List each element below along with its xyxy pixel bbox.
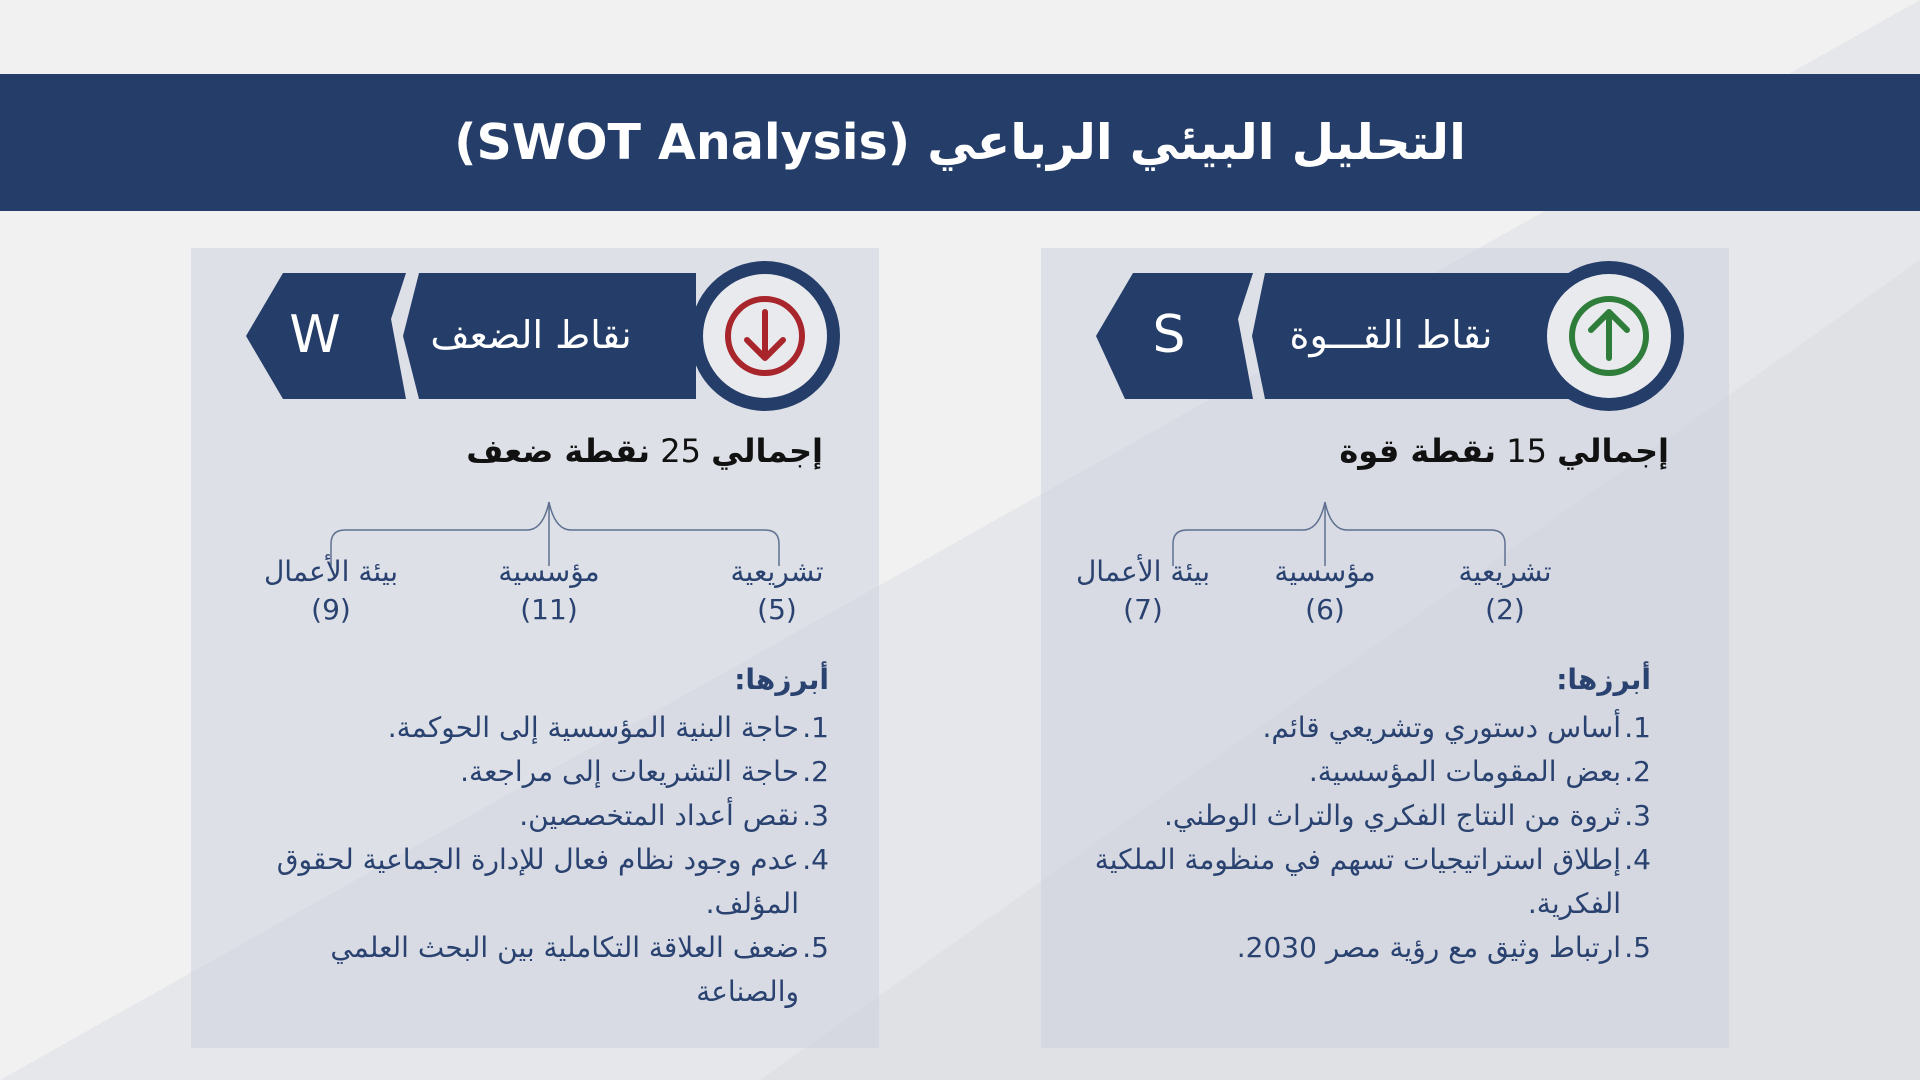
category-name: بيئة الأعمال bbox=[1075, 555, 1211, 588]
strength-highlights bbox=[1091, 658, 1651, 970]
highlights-title: أبرزها: bbox=[734, 663, 829, 696]
category-legislative bbox=[1405, 553, 1605, 629]
strengths-badge bbox=[1041, 248, 1729, 418]
list-item: 5. ضعف العلاقة التكاملية بين البحث العلمي والصناعة bbox=[330, 931, 829, 1008]
page-title: التحليل البيئي الرباعي (SWOT Analysis) bbox=[454, 114, 1466, 171]
list-item: 1. أساس دستوري وتشريعي قائم. bbox=[1262, 711, 1651, 744]
list-item: 5. ارتباط وثيق مع رؤية مصر 2030. bbox=[1236, 931, 1651, 964]
list-item: 1. حاجة البنية المؤسسية إلى الحوكمة. bbox=[387, 711, 829, 744]
category-count: (11) bbox=[520, 593, 578, 626]
category-count: (6) bbox=[1305, 593, 1345, 626]
category-count: (5) bbox=[757, 593, 797, 626]
total-prefix: إجمالي bbox=[711, 432, 823, 470]
weakness-label: نقاط الضعف bbox=[430, 313, 632, 357]
category-name: مؤسسية bbox=[1274, 555, 1376, 588]
total-prefix: إجمالي bbox=[1557, 432, 1669, 470]
category-name: تشريعية bbox=[730, 555, 824, 588]
category-name: بيئة الأعمال bbox=[263, 555, 399, 588]
strengths-panel bbox=[1041, 248, 1729, 1048]
list-item: 4. عدم وجود نظام فعال للإدارة الجماعية لحقوق المؤلف. bbox=[276, 843, 829, 920]
highlights-list bbox=[249, 706, 829, 1014]
highlights-title: أبرزها: bbox=[1556, 663, 1651, 696]
category-institutional bbox=[449, 553, 649, 629]
category-legislative bbox=[677, 553, 877, 629]
highlights-list bbox=[1091, 706, 1651, 970]
list-item: 3. نقص أعداد المتخصصين. bbox=[519, 799, 829, 832]
weaknesses-badge bbox=[191, 248, 879, 418]
weakness-highlights bbox=[249, 658, 829, 1014]
list-item: 2. حاجة التشريعات إلى مراجعة. bbox=[460, 755, 829, 788]
weakness-letter: W bbox=[289, 305, 341, 365]
category-name: تشريعية bbox=[1458, 555, 1552, 588]
category-name: مؤسسية bbox=[498, 555, 600, 588]
category-count: (7) bbox=[1123, 593, 1163, 626]
category-count: (9) bbox=[311, 593, 351, 626]
list-item: 3. ثروة من النتاج الفكري والتراث الوطني. bbox=[1164, 799, 1651, 832]
strength-total bbox=[1339, 428, 1669, 474]
strength-label: نقاط القـــوة bbox=[1289, 313, 1493, 357]
category-count: (2) bbox=[1485, 593, 1525, 626]
title-banner bbox=[0, 74, 1920, 211]
strength-letter: S bbox=[1152, 305, 1186, 365]
list-item: 4. إطلاق استراتيجيات تسهم في منظومة الملكية الفكرية. bbox=[1094, 843, 1651, 920]
category-business-environment bbox=[221, 553, 441, 629]
weaknesses-panel bbox=[191, 248, 879, 1048]
category-institutional bbox=[1225, 553, 1425, 629]
weakness-total bbox=[466, 428, 823, 474]
total-value: 25 bbox=[660, 432, 701, 470]
total-suffix: نقطة قوة bbox=[1339, 432, 1497, 470]
total-suffix: نقطة ضعف bbox=[466, 432, 651, 470]
category-business-environment bbox=[1033, 553, 1253, 629]
total-value: 15 bbox=[1506, 432, 1547, 470]
list-item: 2. بعض المقومات المؤسسية. bbox=[1308, 755, 1651, 788]
